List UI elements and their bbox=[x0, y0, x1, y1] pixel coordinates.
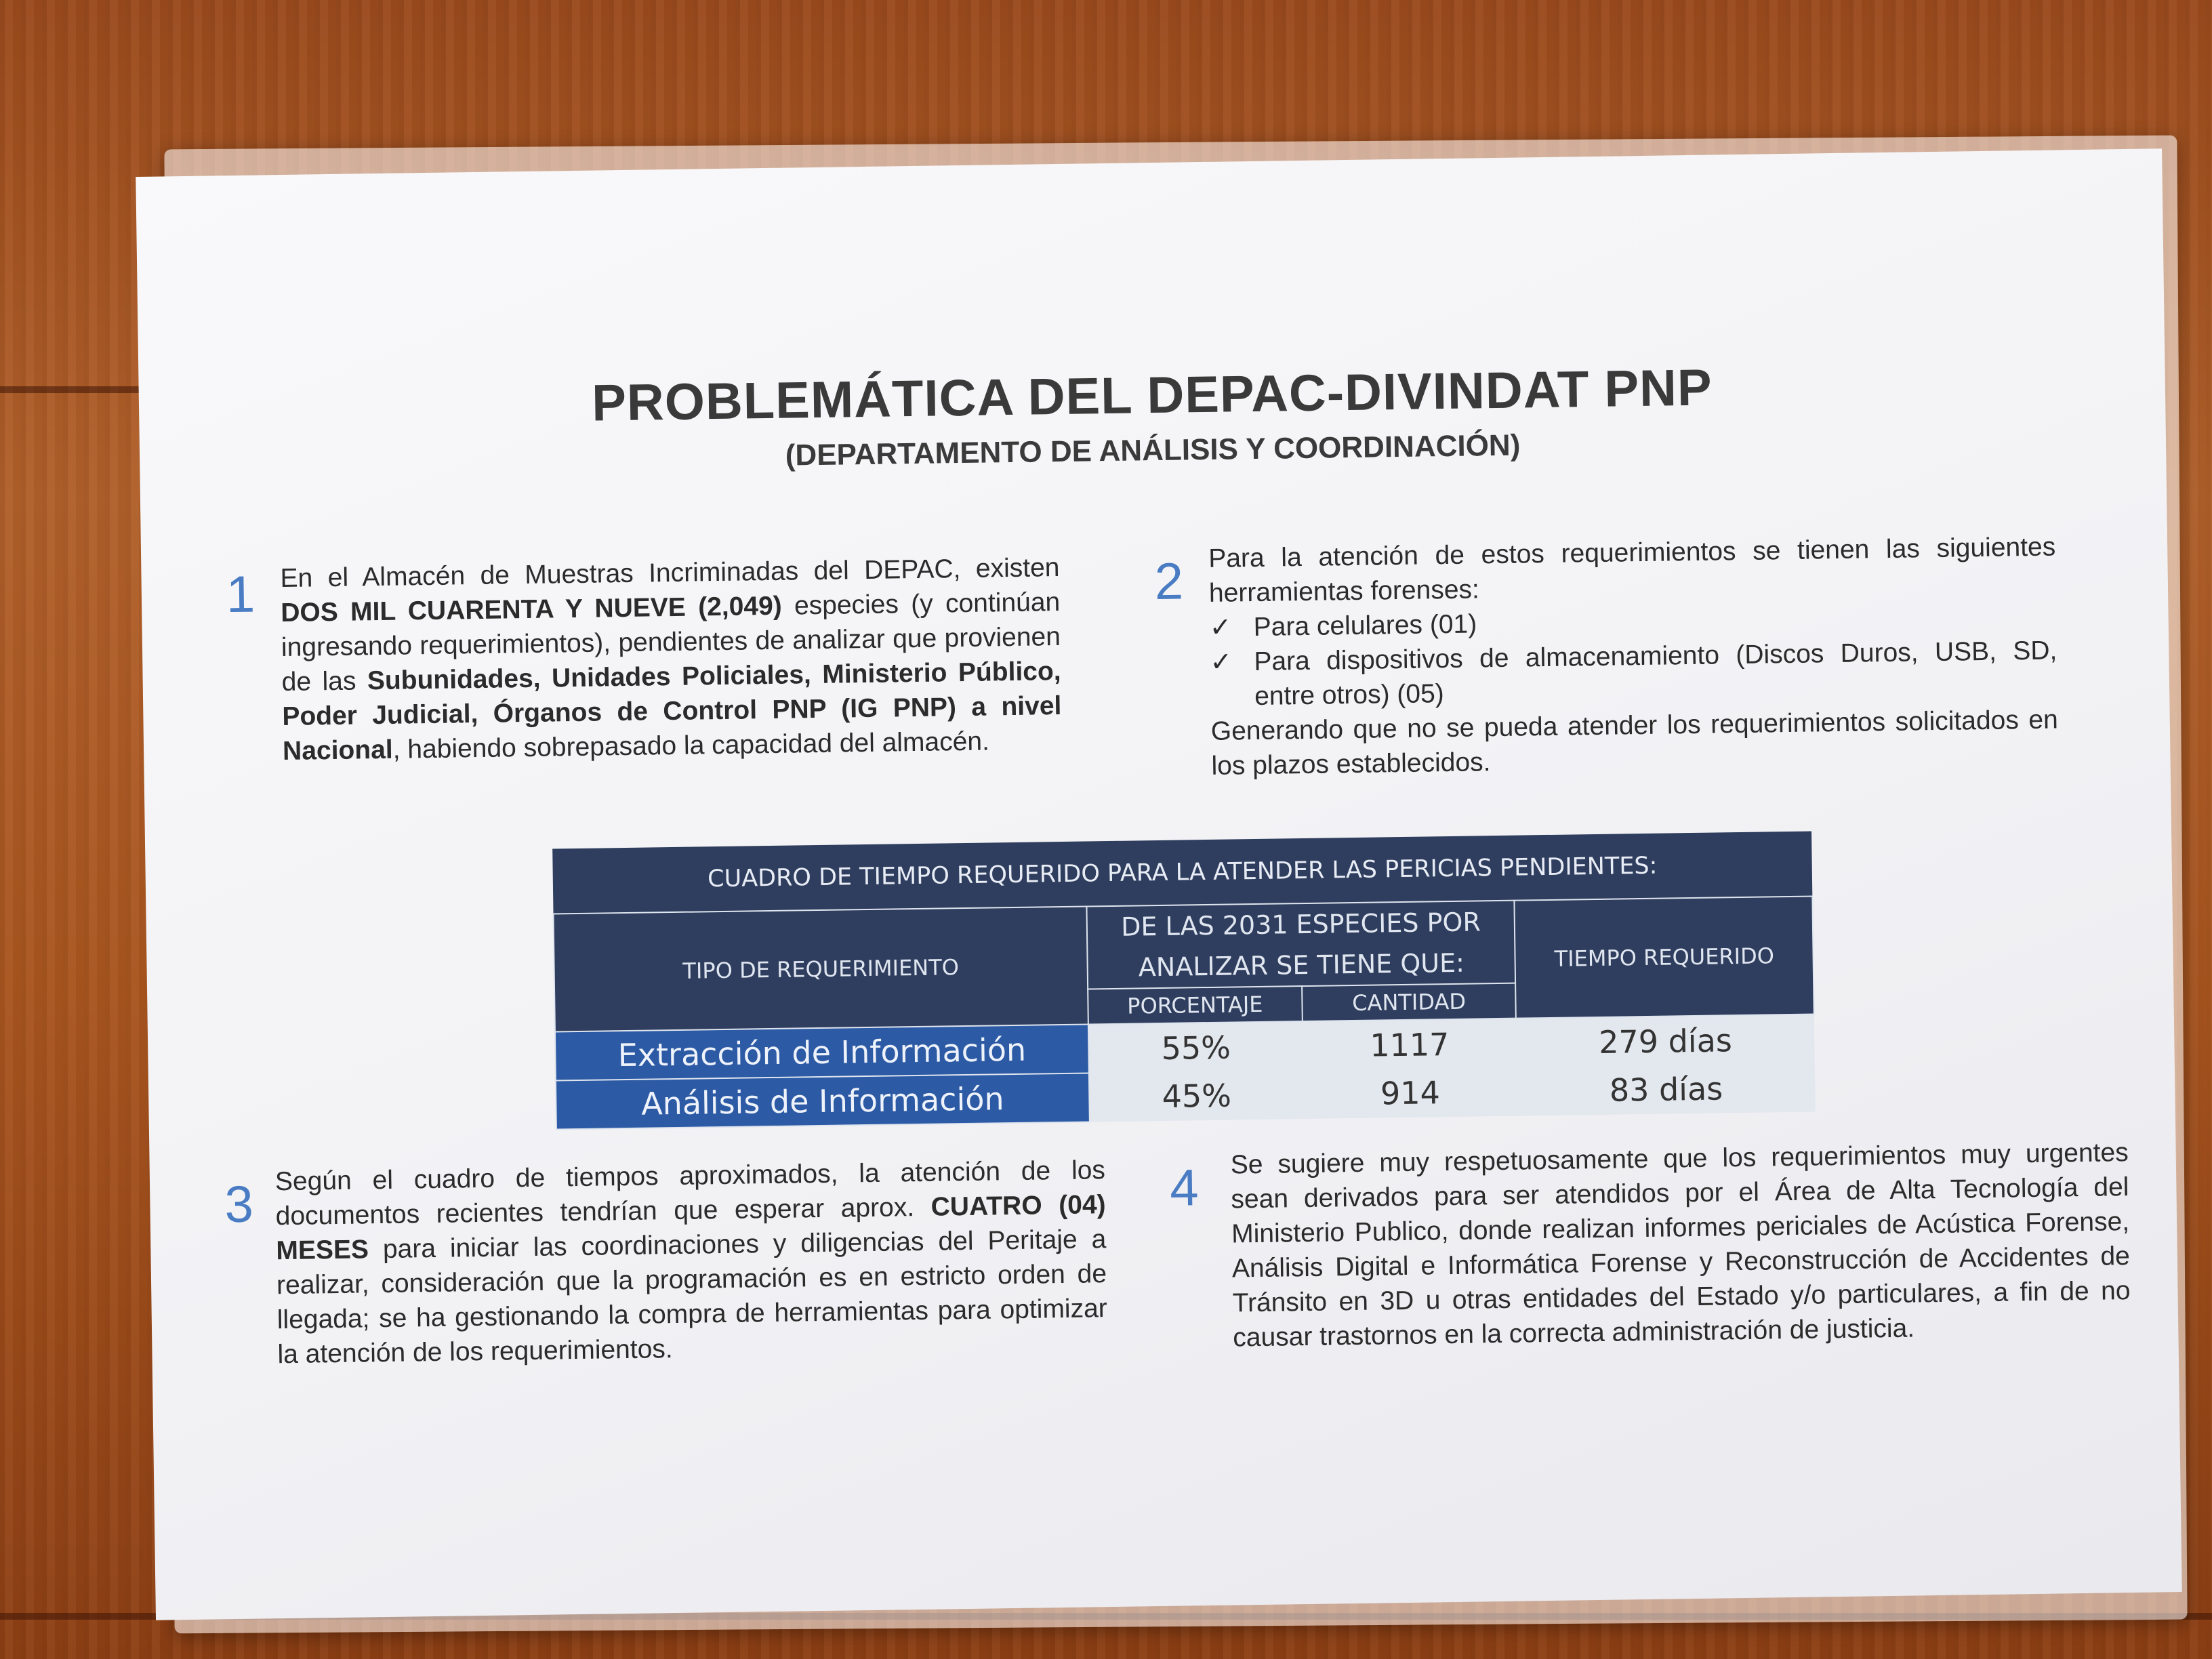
section-3-text bbox=[275, 1153, 1108, 1372]
list-item-text: Para celulares (01) bbox=[1253, 609, 1477, 642]
row-label: Extracción de Información bbox=[555, 1024, 1089, 1080]
text-run: Se sugiere muy respetuosamente que los requerimientos muy urgentes sean derivados para ser atendidos por el Área de Alta Tecnología del Ministerio Publico, donde realizan informes periciales de Acústica Forense, Análisis Digital e Informática Forense y Reconstrucción de Accidentes de Tránsito en 3D u otras entidades del Estado y/o particulares, a fin de no causar trastornos en la correcta administración de justicia. bbox=[1230, 1138, 2131, 1353]
cell-tiempo: 83 días bbox=[1517, 1063, 1816, 1116]
col-header-porcentaje: PORCENTAJE bbox=[1088, 986, 1303, 1024]
checkmark-icon: ✓ bbox=[1210, 647, 1233, 677]
text-run: Según el cuadro de tiempos aproximados, la atención de los documentos recientes tendrían que esperar aprox. bbox=[274, 1155, 1106, 1231]
cell-cantidad: 1117 bbox=[1303, 1019, 1517, 1070]
section-number: 1 bbox=[226, 565, 255, 624]
col-header-group: DE LAS 2031 ESPECIES POR ANALIZAR SE TIENE QUE: bbox=[1086, 901, 1515, 989]
cell-porcentaje: 45% bbox=[1089, 1070, 1304, 1122]
bold-text-run: Subunidades, Unidades Policiales, Ministerio Público, Poder Judicial, Órganos de Control PNP (IG PNP) a nivel Nacional bbox=[282, 656, 1062, 766]
section-2-intro: Para la atención de estos requerimientos se tienen las siguientes herramientas forenses: bbox=[1208, 532, 2056, 608]
text-run: , habiendo sobrepasado la capacidad del almacén. bbox=[392, 726, 990, 764]
col-header-tipo: TIPO DE REQUERIMIENTO bbox=[554, 906, 1088, 1031]
document-title: PROBLEMÁTICA DEL DEPAC-DIVINDAT PNP bbox=[591, 359, 1713, 432]
section-2-text bbox=[1208, 529, 2059, 783]
list-item bbox=[1210, 633, 2057, 714]
text-run: En el Almacén de Muestras Incriminadas del DEPAC, existen bbox=[280, 553, 1060, 594]
section-number: 3 bbox=[224, 1175, 254, 1234]
checkmark-icon: ✓ bbox=[1209, 613, 1232, 642]
section-4-text bbox=[1230, 1135, 2131, 1355]
pericias-table bbox=[552, 832, 1816, 1130]
section-1-text bbox=[280, 550, 1062, 769]
table-caption: CUADRO DE TIEMPO REQUERIDO PARA LA ATENDER LAS PERICIAS PENDIENTES: bbox=[552, 832, 1812, 914]
section-2-outro: Generando que no se pueda atender los requerimientos solicitados en los plazos establecidos. bbox=[1210, 705, 2059, 781]
text-run: especies (y continúan ingresando requerimientos), pendientes de analizar que provienen de las bbox=[281, 587, 1061, 697]
bold-text-run: DOS MIL CUARENTA Y NUEVE (2,049) bbox=[280, 591, 783, 628]
row-label: Análisis de Información bbox=[556, 1073, 1090, 1129]
col-header-cantidad: CANTIDAD bbox=[1302, 983, 1516, 1021]
document-subtitle: (DEPARTAMENTO DE ANÁLISIS Y COORDINACIÓN) bbox=[785, 428, 1521, 472]
text-run: para iniciar las coordinaciones y diligencias del Peritaje a realizar, consideración que la programación es en estricto orden de llegada; se ha gestionando la compra de herramientas para optimizar la atención de los requerimientos. bbox=[276, 1225, 1108, 1370]
section-number: 4 bbox=[1169, 1159, 1200, 1217]
list-item-text: Para dispositivos de almacenamiento (Discos Duros, USB, SD, entre otros) (05) bbox=[1254, 636, 2057, 712]
cell-porcentaje: 55% bbox=[1088, 1021, 1303, 1073]
section-number: 2 bbox=[1154, 552, 1184, 611]
bold-text-run: CUATRO (04) MESES bbox=[276, 1190, 1106, 1266]
cell-cantidad: 914 bbox=[1303, 1067, 1518, 1119]
cell-tiempo: 279 días bbox=[1516, 1015, 1815, 1067]
document-page bbox=[136, 148, 2182, 1620]
col-header-tiempo: TIEMPO REQUERIDO bbox=[1515, 897, 1814, 1019]
